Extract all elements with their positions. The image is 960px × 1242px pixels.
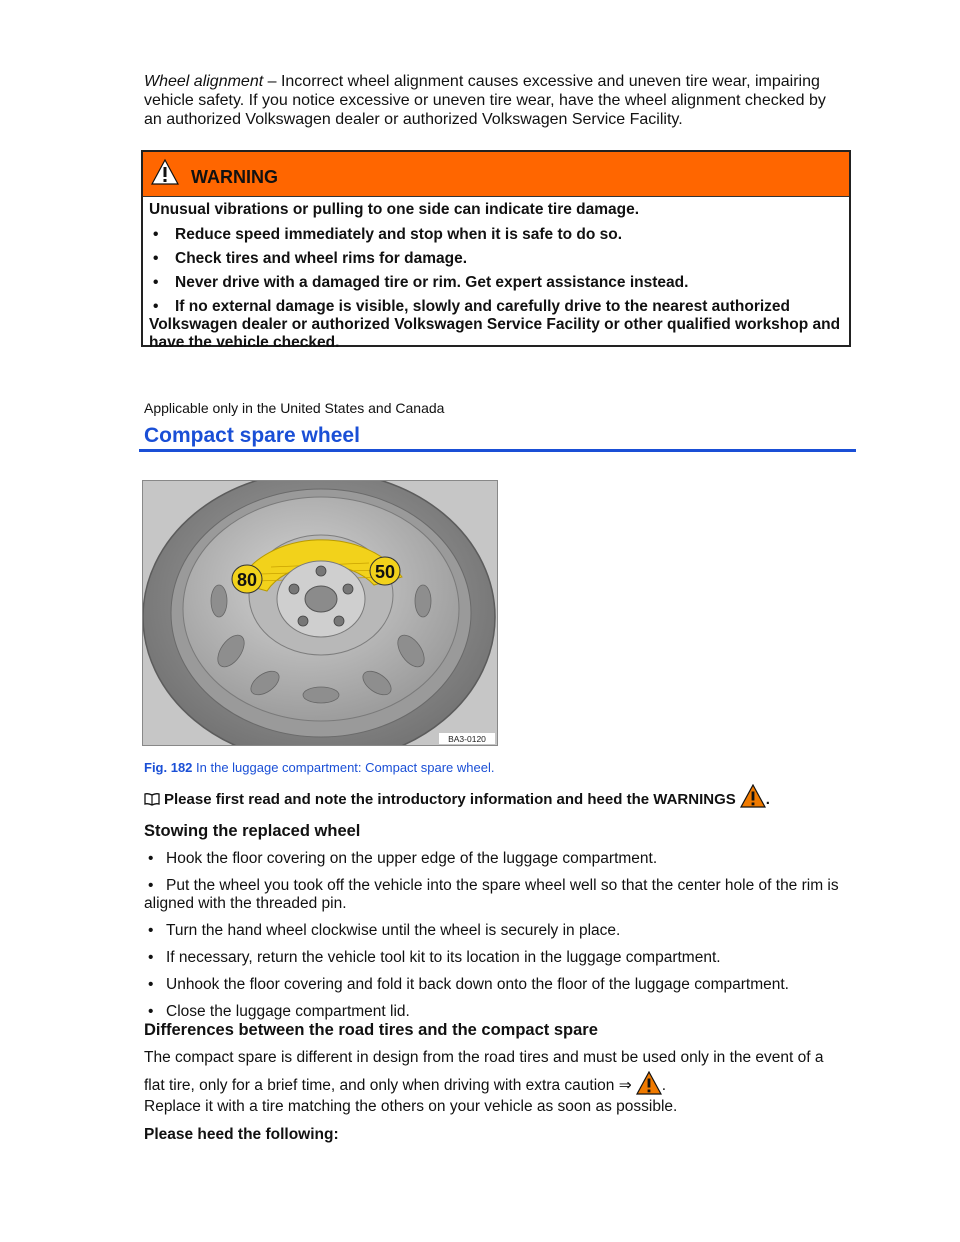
- spare-wheel-figure: [142, 480, 498, 746]
- differences-heading: Differences between the road tires and the compact spare: [144, 1021, 598, 1039]
- wheel-alignment-paragraph: [144, 72, 844, 129]
- read-notice: [144, 784, 770, 808]
- warning-item: • If no external damage is visible, slowly and carefully drive to the nearest authorized Volkswagen dealer or authorized Volkswagen Service Facility or other qualified workshop and have the vehicle checked.: [149, 298, 849, 352]
- warning-item: • Check tires and wheel rims for damage.: [149, 250, 849, 268]
- wheel-alignment-text: – Incorrect wheel alignment causes excessive and uneven tire wear, impairing vehicle safety. If you notice excessive or uneven tire wear, have the wheel alignment checked by an authorized Volkswagen dealer or authorized Volkswagen Service Facility.: [144, 73, 826, 128]
- stowing-list: [144, 850, 850, 1030]
- read-notice-end: .: [765, 791, 770, 808]
- sticker-label-right: 50: [374, 562, 396, 582]
- list-item: • Put the wheel you took off the vehicle into the spare wheel well so that the center hole of the rim is aligned with the threaded pin.: [144, 877, 850, 913]
- warning-list: [149, 226, 849, 352]
- warning-title: WARNING: [191, 166, 278, 187]
- wheel-alignment-term: Wheel alignment: [144, 73, 264, 90]
- differences-text-4: Please heed the following:: [144, 1126, 339, 1143]
- list-item: • Unhook the floor covering and fold it back down onto the floor of the luggage compartment.: [144, 976, 850, 994]
- warning-triangle-icon: [740, 784, 766, 808]
- sticker-label-left: 80: [236, 570, 258, 590]
- warning-item: • Never drive with a damaged tire or rim. Get expert assistance instead.: [149, 274, 849, 292]
- stowing-heading: Stowing the replaced wheel: [144, 822, 361, 840]
- warning-header: [143, 152, 849, 197]
- section-divider: [139, 449, 856, 452]
- figure-code: BA3-0120: [448, 734, 486, 744]
- list-item: • If necessary, return the vehicle tool kit to its location in the luggage compartment.: [144, 949, 850, 967]
- warning-triangle-icon: [636, 1071, 662, 1095]
- center-hole: [305, 586, 337, 612]
- warning-lead: Unusual vibrations or pulling to one side can indicate tire damage.: [149, 201, 640, 218]
- figure-caption: [144, 760, 494, 775]
- applicability-note: Applicable only in the United States and Canada: [144, 400, 445, 416]
- differences-text-2-main: flat tire, only for a brief time, and only when driving with extra caution ⇒: [144, 1077, 632, 1094]
- warning-body: [143, 197, 849, 352]
- differences-text-1: The compact spare is different in design from the road tires and must be used only in the event of a: [144, 1049, 824, 1066]
- differences-text-2: [144, 1071, 850, 1095]
- section-title: Compact spare wheel: [144, 424, 360, 447]
- figure-number: Fig. 182: [144, 760, 193, 775]
- list-item: • Close the luggage compartment lid.: [144, 1003, 850, 1021]
- book-icon: [144, 792, 160, 806]
- read-notice-text: Please first read and note the introductory information and heed the WARNINGS: [164, 791, 736, 808]
- warning-triangle-icon: [151, 159, 179, 185]
- figure-caption-text: In the luggage compartment: Compact spare wheel.: [192, 760, 495, 775]
- warning-box: [141, 150, 851, 351]
- spare-wheel-illustration: [143, 481, 497, 745]
- differences-text-3: Replace it with a tire matching the others on your vehicle as soon as possible.: [144, 1098, 678, 1115]
- list-item: • Hook the floor covering on the upper edge of the luggage compartment.: [144, 850, 850, 868]
- list-item: • Turn the hand wheel clockwise until the wheel is securely in place.: [144, 922, 850, 940]
- warning-item: • Reduce speed immediately and stop when it is safe to do so.: [149, 226, 849, 244]
- differences-text-2-end: .: [661, 1077, 667, 1094]
